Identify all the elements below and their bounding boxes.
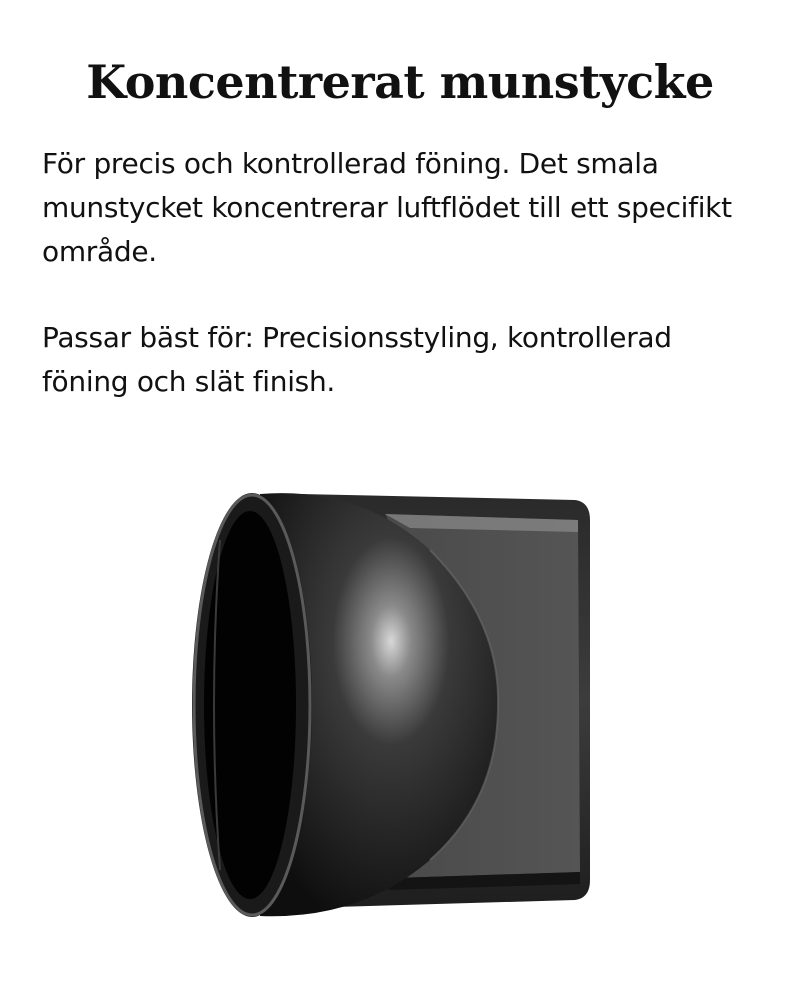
concentrator-nozzle-icon — [180, 480, 620, 930]
description-paragraph: För precis och kontrollerad föning. Det smala munstycket koncentrerar luftflödet till ett specifikt område. — [42, 147, 732, 268]
page-title: Koncentrerat munstycke — [86, 55, 714, 109]
best-for-paragraph: Passar bäst för: Precisionsstyling, kontrollerad föning och slät finish. — [42, 321, 672, 398]
